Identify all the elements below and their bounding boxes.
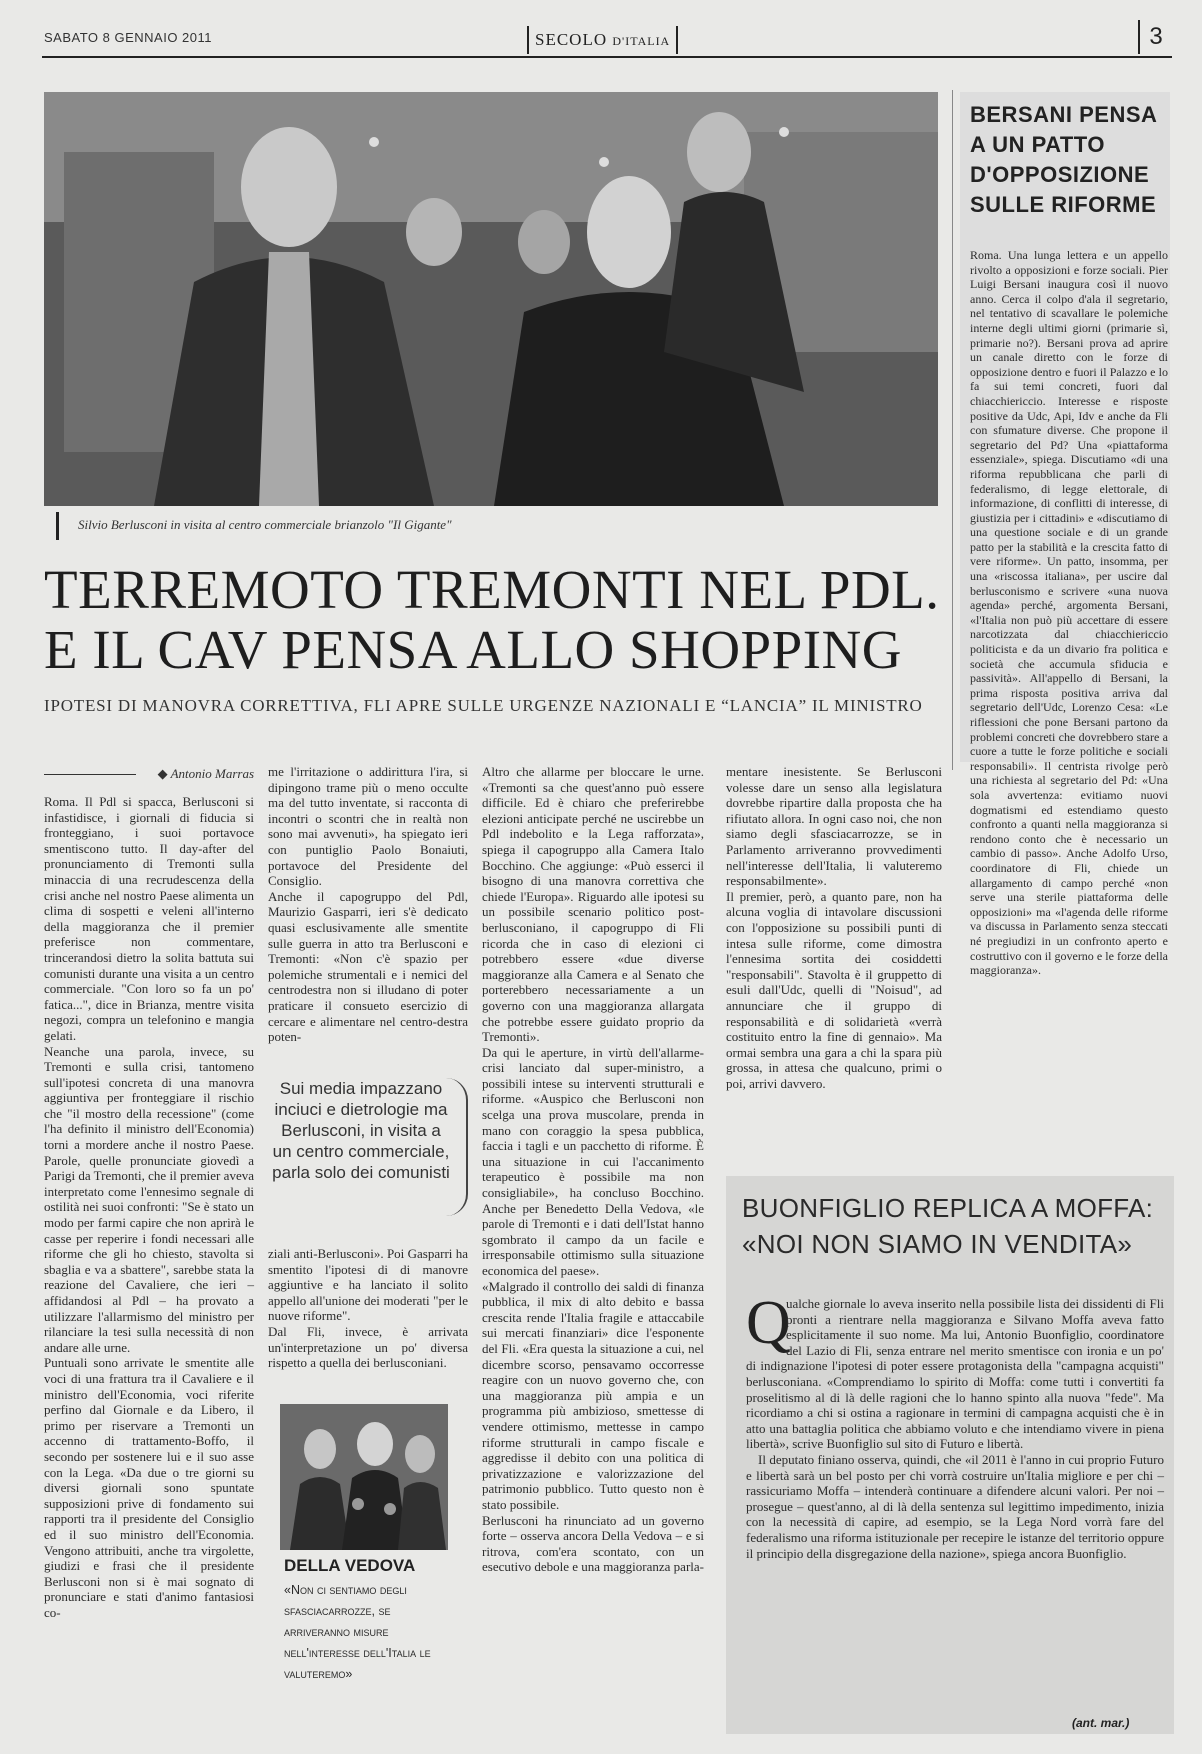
- side-article-title: BERSANI PENSA A UN PATTO D'OPPOSIZIONE SULLE RIFORME: [970, 102, 1157, 217]
- byline-author: Antonio Marras: [170, 766, 254, 781]
- photo-caption: Silvio Berlusconi in visita al centro commerciale brianzolo "Il Gigante": [78, 517, 452, 532]
- drop-cap-space: [746, 1296, 786, 1358]
- issue-date: SABATO 8 GENNAIO 2011: [44, 30, 213, 45]
- della-vedova-photo-illustration: [280, 1404, 448, 1550]
- article-column-2-top: me l'irritazione o addirittura l'ira, si dipingono trame più o meno occulte ma del tutto inventate, si racconta di incontri o scontri che in realtà non sono mai avvenuti», ha spiegato ieri con puntiglio Paolo Bonaiuti, portavoce del Presidente del Consiglio. Anche il capogruppo del Pdl, Maurizio Gasparri, ieri s'è dedicato quasi esclusivamente alle smentite sulle guerra in atto tra Berlusconi e Tremonti: «Non c'è spazio per polemiche strumentali e i nemici del centrodestra non si illudano di poter praticare il consueto esercizio di cercare e alimentare nel centro-destra poten-: [268, 764, 468, 1045]
- della-vedova-title: DELLA VEDOVA: [284, 1556, 416, 1575]
- della-vedova-quote: «Non ci sentiamo degli sfasciacarrozze, se arriveranno misure nell'interesse dell'Italia le valuteremo»: [284, 1583, 431, 1681]
- masthead-name: SECOLO: [535, 30, 608, 49]
- page-number: 3: [1138, 20, 1172, 54]
- diamond-icon: ◆: [157, 766, 168, 781]
- buonfiglio-body-rest: Il deputato finiano osserva, quindi, che «il 2011 è l'anno in cui proprio Futuro e libertà sarà un bel posto per chi vorrà costruire un'Italia migliore e per chi – rassicuriamo Moffa – intenderà continuare a difendere alcuni valori. Per noi – prosegue – quest'anno, al di là della sentenza sul legittimo impedimento, inizia con la necessità di capire, ad esempio, se la Lega Nord vorrà fare del federalismo una riforma istituzionale per recepire le istanze del territorio oppure il principio della disgregazione della nazione», spiega ancora Buonfiglio.: [746, 1451, 1164, 1561]
- article-column-4: mentare inesistente. Se Berlusconi volesse dare un senso alla legislatura dovrebbe ripartire dalla proposta che ha rifiutato allora. In ogni caso noi, che non siamo degli sfasciacarrozze, se in Parlamento arriveranno provvedimenti nell'interesse dell'Italia, li valuteremo responsabilmente». Il premier, però, a quanto pare, non ha alcuna voglia di intavolare discussioni con l'opposizione su possibili punti di intesa sulle riforme, come dimostra l'ennesima sortita dei cosiddetti "responsabili". Stavolta è il gruppetto di esuli dall'Udc, quelli di "Noisud", ad annunciare che il gruppo di responsabilità e di solidarietà «verrà costituito entro la fine di gennaio». Ma ormai sembra una gara a chi la spara più grossa, in attesa che qualcuno, primi o poi, arrivi davvero.: [726, 764, 942, 1091]
- main-photo: [44, 92, 938, 506]
- pull-quote-brace: [446, 1078, 468, 1216]
- headline-line-1: TERREMOTO TREMONTI NEL PDL.: [44, 559, 940, 620]
- headline: [44, 560, 944, 680]
- side-column-rule: [952, 90, 953, 770]
- buonfiglio-title-line-1: BUONFIGLIO REPLICA A MOFFA:: [742, 1193, 1154, 1223]
- side-article-body: Roma. Una lunga lettera e un appello rivolto a opposizioni e forze sociali. Pier Luigi Bersani inaugura così il nuovo anno. Cerca il colpo d'ala il segretario, nel tentativo di scavallare le polemiche interne degli ultimi giorni (primarie sì, primarie no?). Bersani prova ad aprire un canale diretto con le forze di opposizione dentro e fuori il Palazzo e lo fa sui temi concreti, fuori dal chiacchiericcio. Interesse e risposte positive da Udc, Api, Idv e anche da Fli con sfumature diverse. Che propone il segretario del Pd? Una «piattaforma essenziale», spiega. Discutiamo «di una riforma repubblicana che parli di federalismo, di legge elettorale, di informazione, di conflitti di interesse, di giustizia per i cittadini» e «discutiamo di una questione sociale e di un grande patto per la stabilità e la crescita fatto di vere riforme». Un patto, insomma, per una «riscossa italiana», per uscire dal berlusconismo e scrivere «una nuova agenda» perché, argomenta Bersani, «l'Italia non può più accettare di essere narcotizzata dal chiacchiericcio politicista e da un divario fra politica e società che accumula sfiducia e passività». All'appello di Bersani, la prima risposta positiva arriva dal segretario dell'Udc, Lorenzo Cesa: «Le riflessioni che pone Bersani partono da problemi concreti che dovrebbero stare a cuore a tutte le forze politiche e sociali responsabili». Il centrista rivolge però una richiesta al segretario del Pd: «Una sola avvertenza: evitiamo nuovi dogmatismi ed estendiamo questo confronto a quanti nella maggioranza si rendono conto che è necessario un cambio di passo». Anche Adolfo Urso, coordinatore di Fli, chiede un allargamento di campo perché «non serve una sterile piattaforma delle opposizioni» ma «l'agenda delle riforme va discussa in Parlamento senza steccati né pregiudizi in un confronto aperto e costruttivo con il governo e le forze della maggioranza».: [970, 248, 1168, 978]
- article-column-1: Roma. Il Pdl si spacca, Berlusconi si infastidisce, i giornali di fiducia si fronteggiano, i suoi portavoce smentiscono tutto. Il day-after del pronunciamento di Tremonti sulla minaccia di una recrudescenza della crisi anche nel nostro Paese alimenta un clima di sospetti e veleni all'interno della maggioranza che il premier preferisce non commentare, trincerandosi dietro la solita battuta sui comunisti durante una visita a un centro commerciale. "Con loro so fa un po' fatica...", dice in Brianza, mentre visita negozi, compra un telefonino e mangia gelati. Neanche una parola, invece, su Tremonti e sulla crisi, tantomeno sull'ipotesi concreta di una manovra aggiuntiva per fronteggiare il rischio che "il mostro della recessione" (come l'ha definito il ministro dell'Economia) torni a mordere anche il nostro Paese. Parole, quelle pronunciate giovedì a Parigi da Tremonti, che il premier aveva interpretato come l'ennesimo segnale di ostilità nei suoi confronti: "Se è stato un modo per farmi capire che non aprirà le casse per reperire i fondi necessari alle riforme che gli ho chiesto, stavolta si sbaglia e va a sbattere", sarebbe stata la reazione del Cavaliere, che ieri – affidandosi al Pdl – ha provato a utilizzare l'allarmismo del ministro per rilanciare la tesi sulla necessità di non andare alle urne. Puntuali sono arrivate le smentite alle voci di una frattura tra il Cavaliere e il ministro dell'Economia, voci riferite perfino dal Giornale e da Libero, il primo per riservare a Tremonti un accenno di trattamento-Boffo, il secondo per sostenere lui e il suo asse con la Lega. «Da due o tre giorni su diversi giornali sono spuntate supposizioni prive di fondamento sui rapporti tra il presidente del Consiglio ed il suo ministro dell'Economia. Vengono attribuiti, anche tra virgolette, giudizi e frasi che il presidente Berlusconi non si è mai sognato di pronunciare e stati d'animo fantasiosi co-: [44, 794, 254, 1620]
- masthead-suffix: D'ITALIA: [612, 34, 671, 48]
- byline: [44, 766, 254, 782]
- article-column-2-bottom: ziali anti-Berlusconi». Poi Gasparri ha smentito l'ipotesi di di manovre aggiuntive e ha lanciato il solito appello all'unione dei moderati "per le nuove riforme". Dal Fli, invece, è arrivata un'interpretazione un po' diversa rispetto a quella dei berlusconiani.: [268, 1246, 468, 1371]
- buonfiglio-title-line-2: «NOI NON SIAMO IN VENDITA»: [742, 1229, 1133, 1259]
- subheadline: IPOTESI DI MANOVRA CORRETTIVA, FLI APRE SULLE URGENZE NAZIONALI E “LANCIA” IL MINISTRO: [44, 696, 923, 715]
- buonfiglio-body-lead: ualche giornale lo aveva inserito nella possibile lista dei dissidenti di Fli pronti a rientrare nella maggioranza e Silvano Moffa aveva fatto esplicitamente il suo nome. Ma lui, Antonio Buonfiglio, coordinatore del Lazio di Fli, senza entrare nel merito smentisce con ironia e un po' di indignazione l'ipotesi di poter essere protagonista della "campagna acquisti" berlusconiana. «Comprendiamo lo spirito di Moffa: come tutti i convertiti fa proselitismo al di là delle ragioni che lo hanno spinto alla nuova "fede". Ma ricordiamo a chi si ostina a ragionare in termini di campagna acquisti che è in atto una battaglia politica che abbiamo voluto e che intendiamo vivere in piena libertà», scrive Buonfiglio sul sito di Futuro e libertà.: [746, 1296, 1164, 1452]
- headline-line-2: E IL CAV PENSA ALLO SHOPPING: [44, 619, 902, 680]
- pull-quote: Sui media impazzano inciuci e dietrologie ma Berlusconi, in visita a un centro commerciale, parla solo dei comunisti: [272, 1079, 450, 1182]
- drop-cap: Q: [746, 1289, 791, 1357]
- page-header: [42, 22, 1172, 58]
- della-vedova-photo: [280, 1404, 448, 1550]
- buonfiglio-title: [742, 1190, 1172, 1262]
- buonfiglio-body: [746, 1296, 1164, 1698]
- article-column-3: Altro che allarme per bloccare le urne. «Tremonti sa che quest'anno può essere difficile. Ed è chiaro che preferirebbe elezioni anticipate perché ne uscirebbe un Pdl indebolito e la Lega rafforzata», spiega il capogruppo alla Camera Italo Bocchino. Che aggiunge: «Può esserci il bisogno di una manovra correttiva che chiede l'Europa». Riguardo alle ipotesi su un possibile scenario politico post-berlusconiano, il capogruppo di Fli ricorda che in caso di elezioni ci potrebbero essere «due diverse maggioranze alla Camera e al Senato che porterebbero necessariamente a un governo con una maggioranza allargata che potrebbe essere guidato proprio da Tremonti». Da qui le aperture, in virtù dell'allarme-crisi lanciato dal super-ministro, a possibili intese su interventi strutturali e riforme. «Auspico che Berlusconi non scelga una prova muscolare, prenda in mano con coraggio la spesa pubblica, faccia i tagli e un pacchetto di riforme. È una situazione in cui l'accanimento terapeutico è possibile ma non consigliabile», ha concluso Bocchino. Anche per Benedetto Della Vedova, «le parole di Tremonti e i dati dell'Istat hanno sgombrato il campo da un facile e irresponsabile ottimismo sulla situazione economica del paese». «Malgrado il controllo dei saldi di finanza pubblica, il mix di alto debito e bassa crescita rende l'Italia fragile e attaccabile sui mercati finanziari» dice l'esponente del Fli. «Era questa la situazione a cui, nel dicembre scorso, pensavamo occorresse reagire con un nuovo governo che, con una maggioranza più ampia e un programma più ambizioso, smettesse di vendere ottimismo, mettesse in campo riforme strutturali in campo fiscale e aggredisse il debito con una politica di privatizzazione e valorizzazione del patrimonio pubblico. Tutto questo non è stato possibile. Berlusconi ha rinunciato ad un governo forte – osserva ancora Della Vedova – e si ritrova, com'era scontato, con un esecutivo debole e una maggioranza parla-: [482, 764, 704, 1575]
- masthead: [527, 26, 678, 54]
- caption-bar: [56, 512, 59, 540]
- signature: (ant. mar.): [1072, 1716, 1130, 1730]
- main-photo-illustration: [44, 92, 938, 506]
